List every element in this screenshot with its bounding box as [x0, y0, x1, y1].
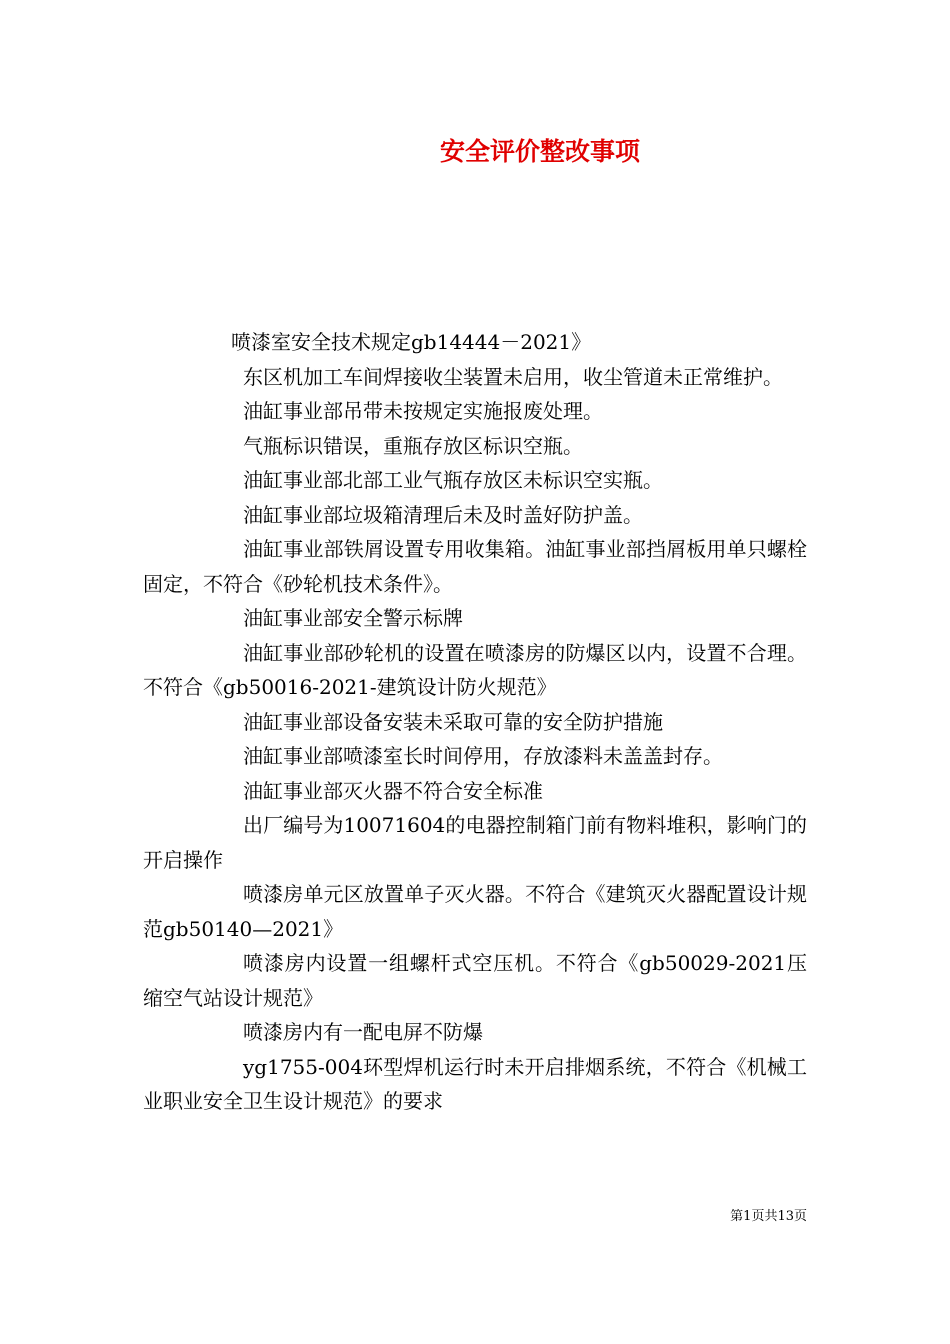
paragraph-15: 喷漆房内设置一组螺杆式空压机。不符合《gb50029-2021压缩空气站设计规范》 — [143, 951, 807, 1010]
paragraph-5: 油缸事业部北部工业气瓶存放区未标识空实瓶。 — [243, 468, 663, 492]
paragraph-2: 东区机加工车间焊接收尘装置未启用，收尘管道未正常维护。 — [243, 364, 783, 389]
paragraph-10: 油缸事业部设备安装未采取可靠的安全防护措施 — [243, 709, 663, 734]
page-number-footer: 第1页共13页 — [730, 1209, 807, 1224]
paragraph-14: 喷漆房单元区放置单子灭火器。不符合《建筑灭火器配置设计规范gb50140—2021》 — [143, 882, 807, 941]
paragraph-9: 油缸事业部砂轮机的设置在喷漆房的防爆区以内，设置不合理。不符合《gb50016-2021-建筑设计防火规范》 — [143, 640, 807, 699]
paragraph-1: 喷漆室安全技术规定gb14444－2021》 — [231, 330, 592, 354]
paragraph-3: 油缸事业部吊带未按规定实施报废处理。 — [243, 399, 603, 423]
paragraph-11: 油缸事业部喷漆室长时间停用，存放漆料未盖盖封存。 — [243, 744, 723, 768]
document-body — [143, 325, 807, 1119]
paragraph-4: 气瓶标识错误，重瓶存放区标识空瓶。 — [243, 433, 583, 458]
document-title: 安全评价整改事项 — [439, 137, 640, 166]
paragraph-17: yg1755-004环型焊机运行时未开启排烟系统，不符合《机械工业职业安全卫生设计规范》的要求 — [143, 1054, 807, 1113]
paragraph-7: 油缸事业部铁屑设置专用收集箱。油缸事业部挡屑板用单只螺栓固定，不符合《砂轮机技术条件》。 — [143, 537, 807, 596]
paragraph-13: 出厂编号为10071604的电器控制箱门前有物料堆积，影响门的开启操作 — [143, 813, 807, 872]
paragraph-12: 油缸事业部灭火器不符合安全标准 — [243, 778, 543, 803]
paragraph-8: 油缸事业部安全警示标牌 — [243, 606, 463, 630]
paragraph-16: 喷漆房内有一配电屏不防爆 — [243, 1020, 483, 1044]
paragraph-6: 油缸事业部垃圾箱清理后未及时盖好防护盖。 — [243, 502, 643, 527]
